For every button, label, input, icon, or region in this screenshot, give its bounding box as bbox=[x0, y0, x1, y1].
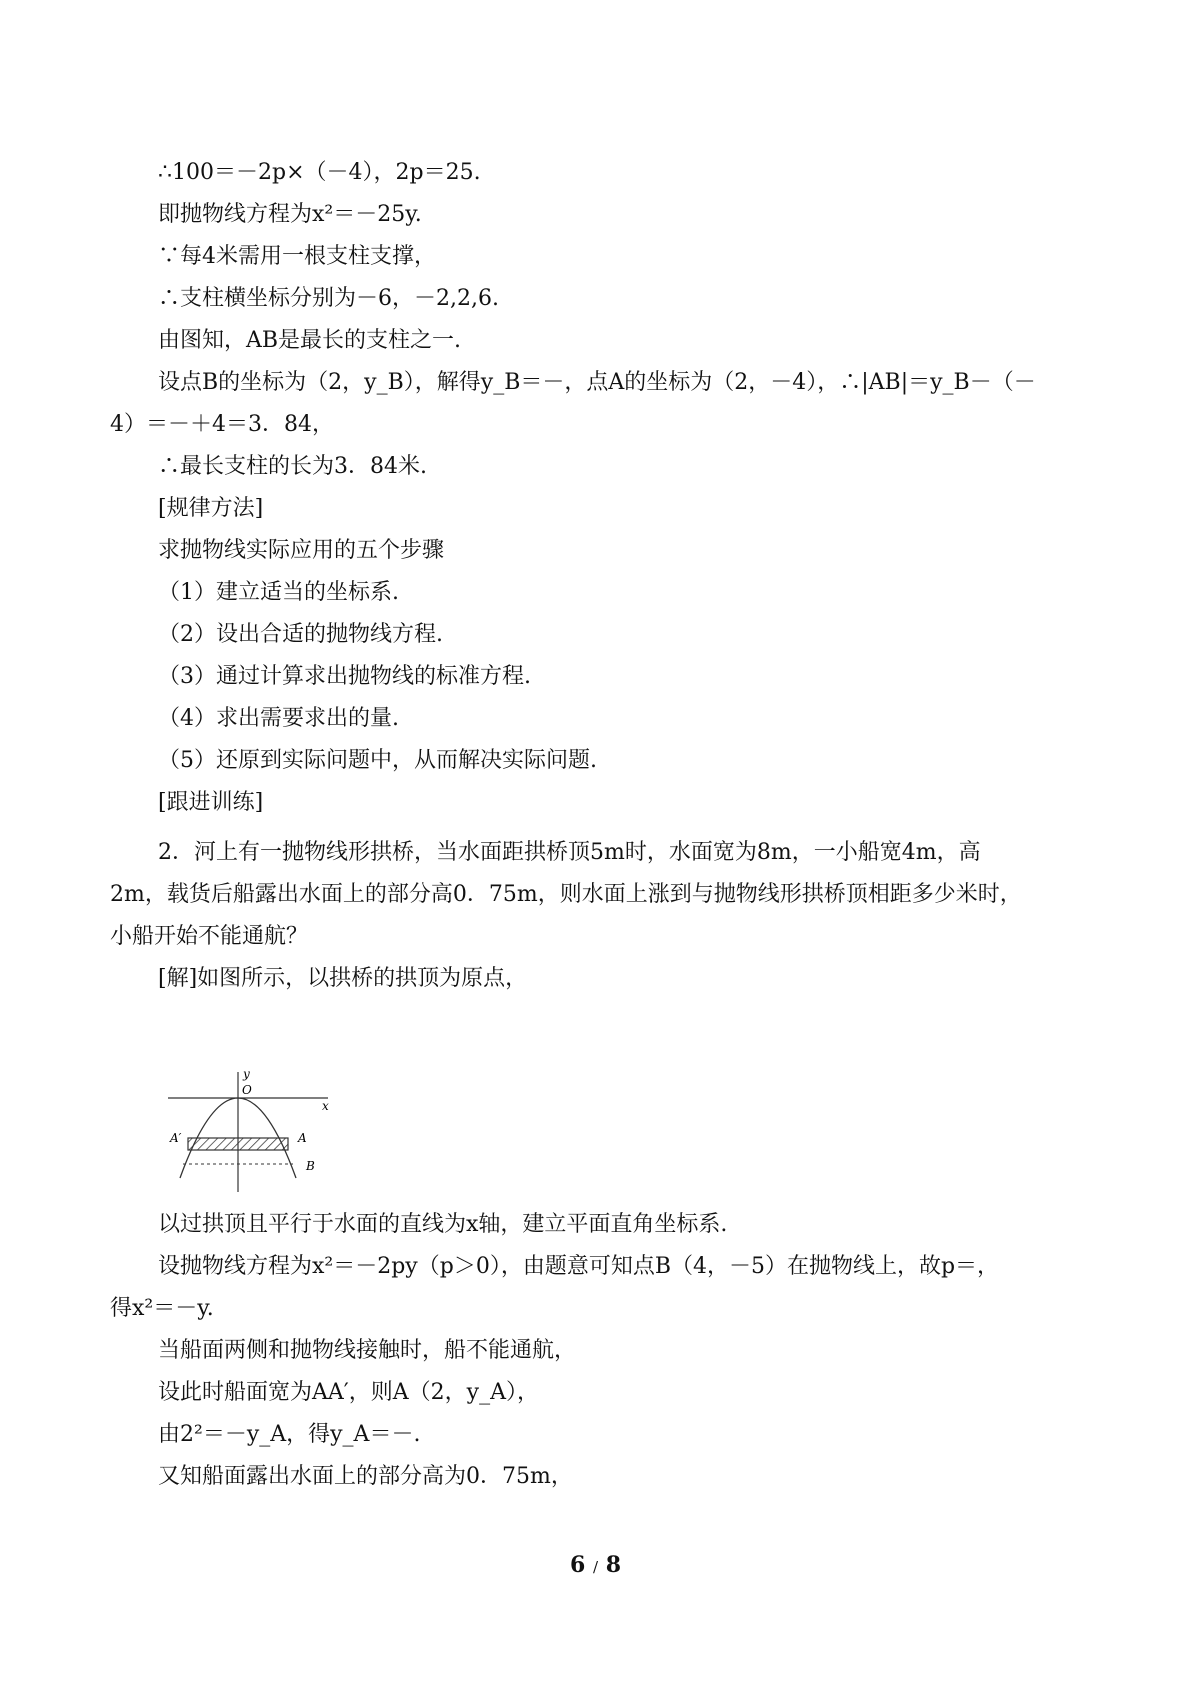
label-x: x bbox=[322, 1099, 329, 1113]
solution-line-5: 当船面两侧和抛物线接触时，船不能通航， bbox=[158, 1338, 577, 1363]
page-current: 6 bbox=[569, 1552, 586, 1578]
text-line-5: 由图知，AB是最长的支柱之一. bbox=[158, 328, 462, 353]
step-2: （2）设出合适的抛物线方程. bbox=[158, 622, 443, 647]
solution-line-7: 由2²＝－y_A，得y_A＝－. bbox=[158, 1422, 421, 1447]
text-line-1: ∴100＝－2p×（－4），2p＝25. bbox=[158, 160, 481, 185]
solution-line-1: [解]如图所示，以拱桥的拱顶为原点， bbox=[158, 966, 528, 991]
solution-line-3: 设抛物线方程为x²＝－2py（p＞0），由题意可知点B（4，－5）在抛物线上，故p＝， bbox=[158, 1254, 1000, 1279]
boat-rect bbox=[188, 1138, 288, 1150]
step-1: （1）建立适当的坐标系. bbox=[158, 580, 399, 605]
solution-line-8: 又知船面露出水面上的部分高为0．75m， bbox=[158, 1464, 573, 1489]
solution-line-6: 设此时船面宽为AA′，则A（2，y_A）， bbox=[158, 1380, 539, 1405]
page-number bbox=[0, 1552, 1191, 1578]
parabola-bridge-diagram bbox=[158, 1070, 338, 1195]
text-line-2: 即抛物线方程为x²＝－25y. bbox=[158, 202, 422, 227]
step-4: （4）求出需要求出的量. bbox=[158, 706, 399, 731]
label-b: B bbox=[306, 1159, 315, 1173]
page-separator: / bbox=[592, 1558, 599, 1576]
problem-line-3: 小船开始不能通航？ bbox=[110, 924, 309, 949]
text-line-7: 4）＝－＋4＝3．84， bbox=[110, 412, 334, 437]
text-line-8: ∴最长支柱的长为3．84米. bbox=[158, 454, 427, 479]
label-a-prime: A′ bbox=[170, 1131, 182, 1145]
problem-line-2: 2m，载货后船露出水面上的部分高0．75m，则水面上涨到与抛物线形拱桥顶相距多少米时， bbox=[110, 882, 1022, 907]
section-heading-method: [规律方法] bbox=[158, 496, 264, 521]
section-heading-practice: [跟进训练] bbox=[158, 790, 264, 815]
text-line-4: ∴支柱横坐标分别为－6，－2,2,6. bbox=[158, 286, 499, 311]
label-o: O bbox=[242, 1083, 252, 1097]
text-line-3: ∵每4米需用一根支柱支撑， bbox=[158, 244, 436, 269]
text-line-6: 设点B的坐标为（2，y_B），解得y_B＝－，点A的坐标为（2，－4），∴|AB|＝y_B－（－ bbox=[158, 370, 1036, 395]
label-a: A bbox=[298, 1131, 307, 1145]
text-line-10: 求抛物线实际应用的五个步骤 bbox=[158, 538, 445, 563]
solution-line-2: 以过拱顶且平行于水面的直线为x轴，建立平面直角坐标系. bbox=[158, 1212, 728, 1237]
label-y: y bbox=[243, 1070, 250, 1081]
page-total: 8 bbox=[605, 1552, 622, 1578]
problem-line-1: 2．河上有一抛物线形拱桥，当水面距拱桥顶5m时，水面宽为8m，一小船宽4m，高 bbox=[158, 840, 981, 865]
step-5: （5）还原到实际问题中，从而解决实际问题. bbox=[158, 748, 597, 773]
step-3: （3）通过计算求出抛物线的标准方程. bbox=[158, 664, 531, 689]
solution-line-4: 得x²＝－y. bbox=[110, 1296, 214, 1321]
